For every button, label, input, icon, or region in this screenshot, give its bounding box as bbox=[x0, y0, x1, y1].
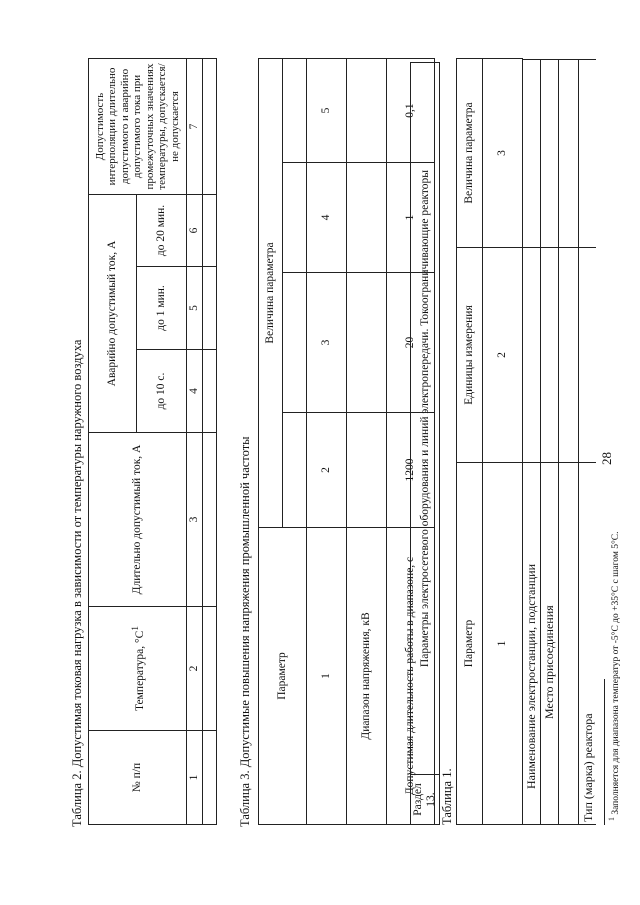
t3-empty-cell bbox=[283, 413, 307, 528]
t3-colnum: 3 bbox=[307, 273, 347, 413]
t3-colnum: 4 bbox=[307, 163, 347, 273]
t3-colnum: 5 bbox=[307, 58, 347, 162]
table3 bbox=[258, 58, 435, 825]
t1-header-param: Параметр bbox=[457, 463, 483, 825]
t2-empty-cell bbox=[203, 731, 217, 825]
t2-colnum: 5 bbox=[187, 267, 203, 350]
t1-row-line bbox=[540, 60, 541, 825]
t3-row-label: Допустимая длительность работы в диапазоне, с bbox=[387, 528, 435, 825]
table3-caption: Таблица 3. Допустимые повышения напряжения промышленной частоты bbox=[238, 436, 252, 827]
t1-row-label: Место присоединения bbox=[542, 605, 556, 719]
t2-colnum: 3 bbox=[187, 433, 203, 607]
t3-cell bbox=[347, 413, 387, 528]
section13-header bbox=[410, 62, 440, 825]
t2-empty-cell bbox=[203, 607, 217, 731]
table2-caption: Таблица 2. Допустимая токовая нагрузка в зависимости от температуры наружного воздуха bbox=[70, 339, 84, 827]
page-number: 28 bbox=[599, 452, 614, 465]
t3-cell bbox=[347, 58, 387, 162]
t3-cell: 1 bbox=[387, 163, 435, 273]
t2-header-long-current: Длительно допустимый ток, А bbox=[89, 433, 187, 607]
t2-header-1m: до 1 мин. bbox=[137, 267, 187, 350]
t3-header-param: Параметр bbox=[259, 528, 307, 825]
t2-empty-cell bbox=[203, 58, 217, 194]
t1-right-border bbox=[522, 59, 596, 60]
t2-colnum: 7 bbox=[187, 58, 203, 194]
footnote bbox=[606, 532, 622, 821]
t2-empty-cell bbox=[203, 350, 217, 433]
t1-colnum: 1 bbox=[483, 463, 523, 825]
t2-header-num: № п/п bbox=[89, 731, 187, 825]
t3-empty-cell bbox=[283, 163, 307, 273]
t2-empty-cell bbox=[203, 267, 217, 350]
t1-colnum: 2 bbox=[483, 248, 523, 463]
t1-row-label: Тип (марка) реактора bbox=[581, 713, 595, 822]
t2-colnum: 6 bbox=[187, 194, 203, 266]
t3-empty-cell bbox=[283, 273, 307, 413]
t1-row-line bbox=[578, 60, 579, 825]
section13-title: Параметры электросетевого оборудования и линий электропередачи. Токоограничивающие реакторы bbox=[411, 63, 440, 775]
t1-header-value: Величина параметра bbox=[457, 59, 483, 248]
t3-cell: 1200 bbox=[387, 413, 435, 528]
t1-row-label: Наименование электростанции, подстанции bbox=[524, 563, 538, 789]
t1-divider bbox=[522, 462, 596, 463]
t1-left-border bbox=[522, 824, 596, 825]
footnote-rule bbox=[604, 679, 605, 825]
t1-header-unit: Единицы измерения bbox=[457, 248, 483, 463]
t3-colnum: 1 bbox=[307, 528, 347, 825]
t2-header-interp: Допустимость интерполяции длительно допустимого и аварийно допустимого тока при промежуточных значениях температуры, допускается/не допускается bbox=[89, 58, 187, 194]
t2-header-temp: Температура, $^\circ С^1$ bbox=[89, 607, 187, 731]
t2-empty-cell bbox=[203, 433, 217, 607]
t3-header-value: Величина параметра bbox=[259, 58, 283, 527]
t3-cell bbox=[347, 273, 387, 413]
t2-empty-cell bbox=[203, 194, 217, 266]
t2-header-20m: до 20 мин. bbox=[137, 194, 187, 266]
section13-label: Раздел 13. bbox=[411, 775, 440, 825]
t2-header-emergency: Аварийно допустимый ток, А bbox=[89, 194, 137, 432]
t1-colnum: 3 bbox=[483, 59, 523, 248]
t3-row-label: Диапазон напряжения, кВ bbox=[347, 528, 387, 825]
footnote-marker: 1 bbox=[607, 817, 616, 821]
t3-cell: 20 bbox=[387, 273, 435, 413]
t1-divider bbox=[522, 247, 596, 248]
t3-colnum: 2 bbox=[307, 413, 347, 528]
t2-header-10s: до 10 с. bbox=[137, 350, 187, 433]
table2 bbox=[88, 58, 217, 825]
footnote-marker: 1 bbox=[129, 625, 141, 631]
t2-colnum: 2 bbox=[187, 607, 203, 731]
t3-cell: 0,1 bbox=[387, 58, 435, 162]
t1-row-line bbox=[558, 60, 559, 825]
table1-caption: Таблица 1. bbox=[440, 768, 454, 825]
t3-empty-cell bbox=[283, 58, 307, 162]
t2-colnum: 1 bbox=[187, 731, 203, 825]
t3-cell bbox=[347, 163, 387, 273]
footnote-text: Заполняется для диапазона температур от -5°С до +35°С с шагом 5°С. bbox=[611, 531, 622, 815]
t2-colnum: 4 bbox=[187, 350, 203, 433]
table1 bbox=[456, 58, 523, 825]
